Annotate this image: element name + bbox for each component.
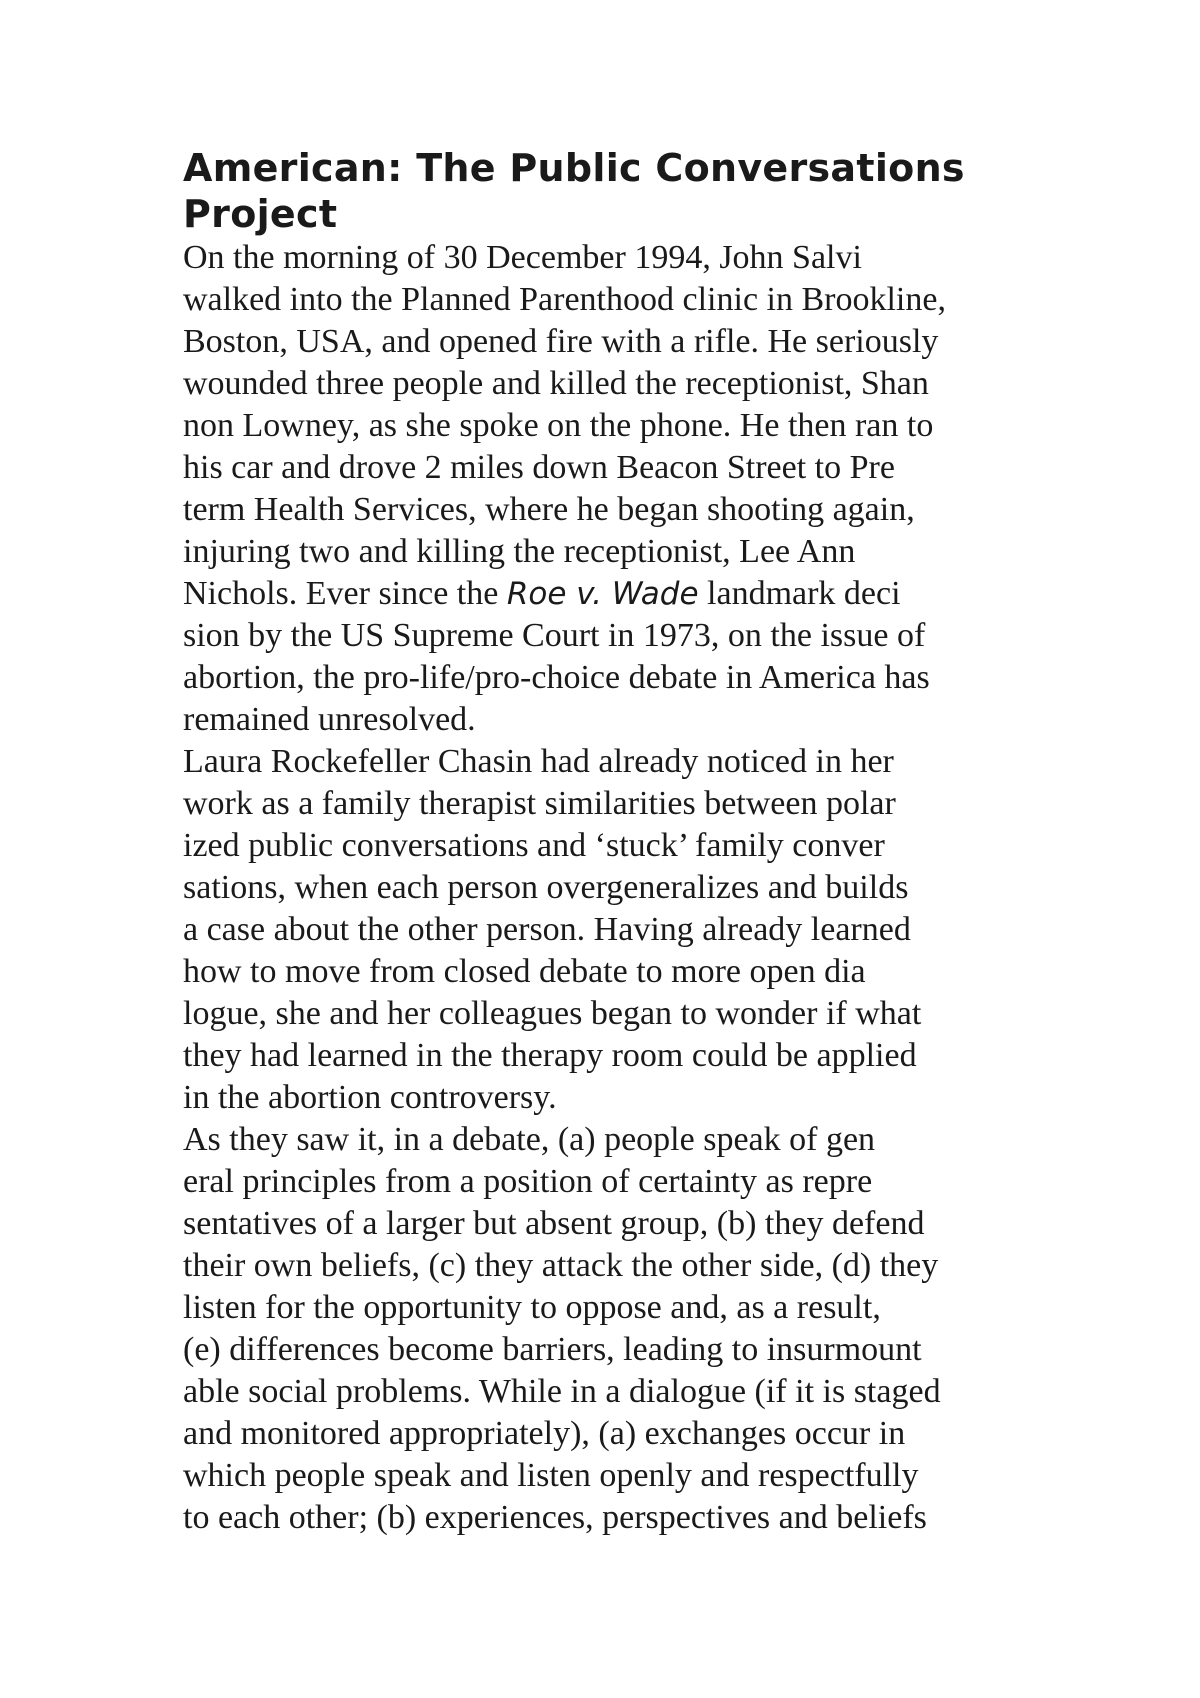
heading-line-1: American: The Public Conversations: [183, 146, 965, 190]
text-line: On the morning of 30 December 1994, John Salvi: [183, 239, 862, 276]
text-line: abortion, the pro-life/pro-choice debate in America has: [183, 659, 930, 696]
text-line: ized public conversations and ‘stuck’ family conver: [183, 827, 885, 864]
text-line: to each other; (b) experiences, perspectives and beliefs: [183, 1499, 927, 1536]
text-line: As they saw it, in a debate, (a) people speak of gen: [183, 1121, 876, 1158]
text-line: remained unresolved.: [183, 701, 476, 738]
text-line: eral principles from a position of certainty as repre: [183, 1163, 873, 1200]
text-line: able social problems. While in a dialogue (if it is staged: [183, 1373, 941, 1410]
text-line: how to move from closed debate to more open dia: [183, 953, 866, 990]
text-line: which people speak and listen openly and respectfully: [183, 1457, 919, 1494]
text-line: sentatives of a larger but absent group, (b) they defend: [183, 1205, 925, 1242]
case-name-italic: Roe v. Wade: [506, 576, 699, 612]
text-line: logue, she and her colleagues began to wonder if what: [183, 995, 922, 1032]
text-run: Nichols. Ever since the: [183, 575, 507, 612]
text-line: listen for the opportunity to oppose and, as a result,: [183, 1289, 881, 1326]
text-line: Laura Rockefeller Chasin had already noticed in her: [183, 743, 894, 780]
text-line: they had learned in the therapy room could be applied: [183, 1037, 917, 1074]
text-line: walked into the Planned Parenthood clinic in Brookline,: [183, 281, 946, 318]
text-line: their own beliefs, (c) they attack the other side, (d) they: [183, 1247, 939, 1284]
text-line: non Lowney, as she spoke on the phone. He then ran to: [183, 407, 934, 444]
body-text: [183, 237, 1023, 1539]
text-run: landmark deci: [698, 575, 901, 612]
text-line: (e) differences become barriers, leading to insurmount: [183, 1331, 922, 1368]
text-line: term Health Services, where he began shooting again,: [183, 491, 915, 528]
heading-line-2: Project: [183, 192, 338, 236]
section-heading: [183, 145, 1023, 237]
text-line: sion by the US Supreme Court in 1973, on the issue of: [183, 617, 926, 654]
text-line: Boston, USA, and opened fire with a rifle. He seriously: [183, 323, 939, 360]
text-line: sations, when each person overgeneralizes and builds: [183, 869, 909, 906]
text-line: in the abortion controversy.: [183, 1079, 557, 1116]
text-line: injuring two and killing the receptionist, Lee Ann: [183, 533, 856, 570]
text-line: work as a family therapist similarities between polar: [183, 785, 896, 822]
text-line: his car and drove 2 miles down Beacon Street to Pre: [183, 449, 895, 486]
text-line: and monitored appropriately), (a) exchanges occur in: [183, 1415, 906, 1452]
article-content: [183, 145, 1023, 1539]
text-line: [183, 573, 1023, 615]
text-line: wounded three people and killed the receptionist, Shan: [183, 365, 929, 402]
text-line: a case about the other person. Having already learned: [183, 911, 911, 948]
